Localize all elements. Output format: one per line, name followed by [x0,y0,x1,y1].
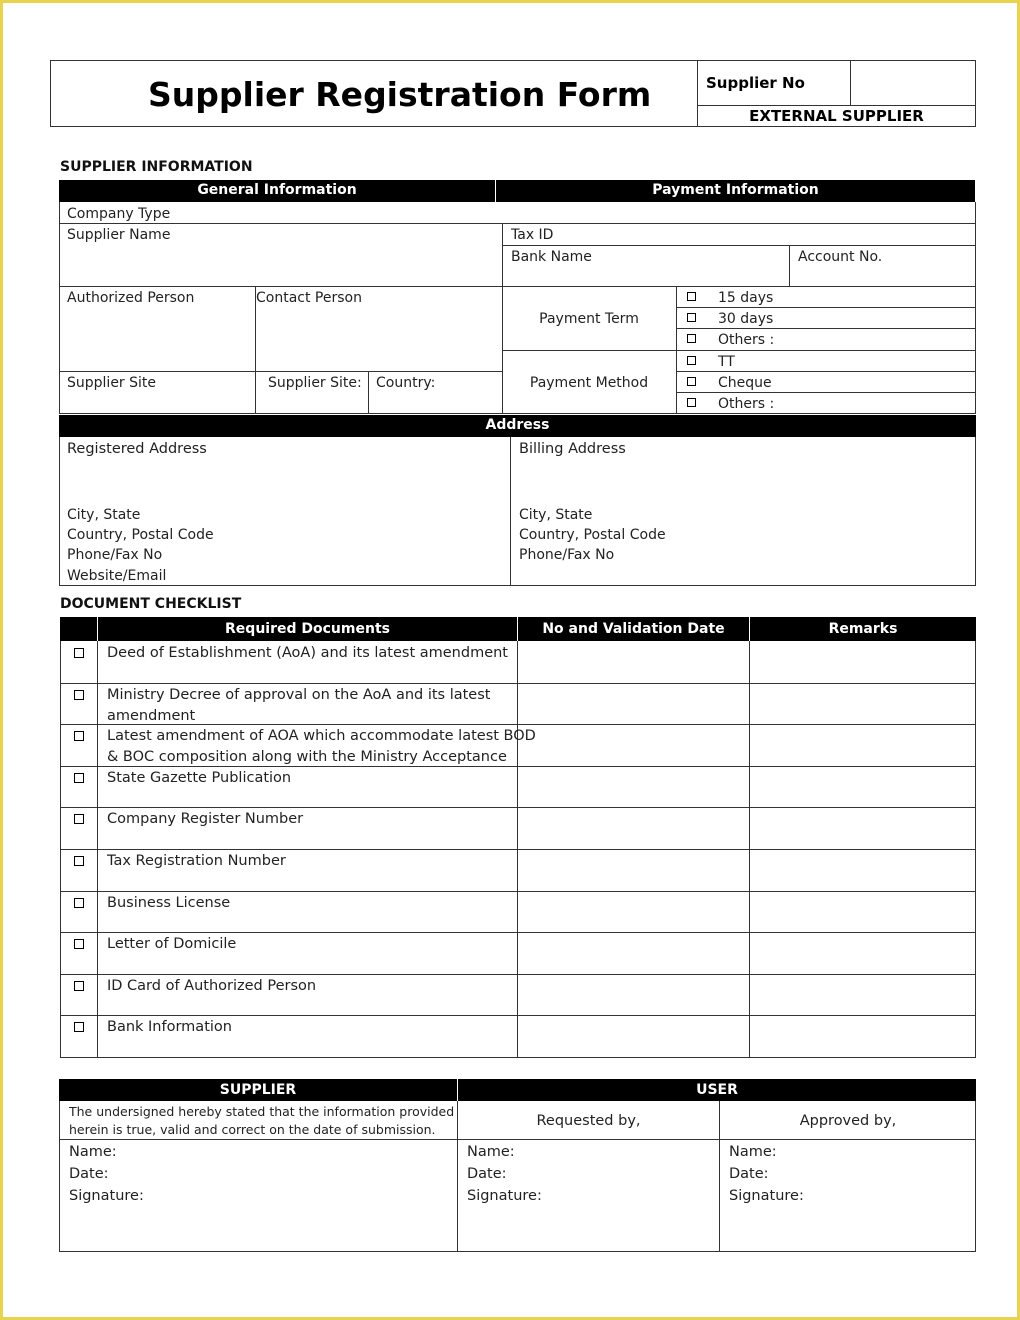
document-checkbox[interactable] [74,898,84,908]
col-required-documents: Required Documents [98,617,517,641]
tax-id-field[interactable]: Tax ID [511,227,554,243]
approved-by-label: Approved by, [799,1113,897,1129]
document-checkbox[interactable] [74,773,84,783]
validation-date-cell[interactable] [518,850,748,890]
validation-date-cell[interactable] [518,808,748,848]
checkbox-15-days[interactable] [687,292,696,301]
remarks-cell[interactable] [750,933,975,973]
approved-name-sign[interactable]: Name: [729,1144,777,1160]
remarks-cell[interactable] [750,767,975,807]
supplier-signature[interactable]: Signature: [69,1188,144,1204]
document-checkbox[interactable] [74,939,84,949]
option-method-others: Others : [718,396,775,412]
remarks-cell[interactable] [750,850,975,890]
checklist-header-blank [60,617,97,641]
document-checkbox[interactable] [74,981,84,991]
account-no-field[interactable]: Account No. [798,249,883,265]
page-title: Supplier Registration Form [148,75,652,114]
document-checkbox[interactable] [74,731,84,741]
approved-signature[interactable]: Signature: [729,1188,804,1204]
supplier-site-field[interactable]: Supplier Site [67,375,157,391]
address-header: Address [59,415,976,437]
col-validation-date: No and Validation Date [518,617,749,641]
requested-signature[interactable]: Signature: [467,1188,542,1204]
registered-city-state[interactable]: City, State [67,507,141,523]
supplier-site-colon-field[interactable]: Supplier Site: [268,375,362,391]
supplier-name-sign[interactable]: Name: [69,1144,117,1160]
supplier-date-sign[interactable]: Date: [69,1166,109,1182]
document-checkbox[interactable] [74,690,84,700]
document-checkbox[interactable] [74,814,84,824]
remarks-cell[interactable] [750,975,975,1015]
document-label: Business License [107,895,231,911]
registered-address-field[interactable]: Registered Address [67,441,207,457]
statement-line-1: The undersigned hereby stated that the information provided [69,1104,455,1119]
validation-date-cell[interactable] [518,933,748,973]
remarks-cell[interactable] [750,892,975,932]
document-label: ID Card of Authorized Person [107,978,317,994]
billing-phone-fax[interactable]: Phone/Fax No [519,547,615,563]
user-header: USER [458,1079,976,1101]
general-info-header: General Information [59,180,495,202]
checkbox-tt[interactable] [687,356,696,365]
document-checkbox[interactable] [74,1022,84,1032]
checkbox-30-days[interactable] [687,313,696,322]
remarks-cell[interactable] [750,642,975,682]
registered-website-email[interactable]: Website/Email [67,568,167,584]
contact-person-field[interactable]: Contact Person [256,290,362,306]
registered-country-postal[interactable]: Country, Postal Code [67,527,214,543]
validation-date-cell[interactable] [518,767,748,807]
document-label: Latest amendment of AOA which accommodate latest BOD [107,728,536,744]
remarks-cell[interactable] [750,808,975,848]
supplier-name-field[interactable]: Supplier Name [67,227,171,243]
supplier-no-input[interactable] [852,62,974,104]
billing-address-field[interactable]: Billing Address [519,441,626,457]
payment-term-label: Payment Term [539,311,639,327]
document-label: & BOC composition along with the Ministry Acceptance [107,749,507,765]
remarks-cell[interactable] [750,1016,975,1056]
validation-date-cell[interactable] [518,975,748,1015]
document-label: Deed of Establishment (AoA) and its latest amendment [107,645,508,661]
document-label: Ministry Decree of approval on the AoA and its latest [107,687,491,703]
bank-name-field[interactable]: Bank Name [511,249,592,265]
option-cheque: Cheque [718,375,772,391]
document-label: State Gazette Publication [107,770,292,786]
document-checkbox[interactable] [74,648,84,658]
statement-line-2: herein is true, valid and correct on the date of submission. [69,1122,436,1137]
billing-city-state[interactable]: City, State [519,507,593,523]
validation-date-cell[interactable] [518,725,748,765]
requested-name-sign[interactable]: Name: [467,1144,515,1160]
validation-date-cell[interactable] [518,642,748,682]
document-label: Tax Registration Number [107,853,286,869]
validation-date-cell[interactable] [518,1016,748,1056]
requested-by-label: Requested by, [536,1113,641,1129]
option-term-others: Others : [718,332,775,348]
remarks-cell[interactable] [750,725,975,765]
option-tt: TT [718,354,735,370]
supplier-no-label: Supplier No [706,74,805,92]
billing-country-postal[interactable]: Country, Postal Code [519,527,666,543]
document-label: amendment [107,708,196,724]
address-table [59,437,976,586]
company-type-field[interactable]: Company Type [67,206,171,222]
payment-info-header: Payment Information [496,180,975,202]
validation-date-cell[interactable] [518,684,748,724]
document-label: Letter of Domicile [107,936,237,952]
payment-method-label: Payment Method [529,375,649,391]
option-15-days: 15 days [718,290,774,306]
document-label: Company Register Number [107,811,304,827]
approved-date-sign[interactable]: Date: [729,1166,769,1182]
document-checkbox[interactable] [74,856,84,866]
validation-date-cell[interactable] [518,892,748,932]
checkbox-cheque[interactable] [687,377,696,386]
requested-date-sign[interactable]: Date: [467,1166,507,1182]
option-30-days: 30 days [718,311,774,327]
authorized-person-field[interactable]: Authorized Person [67,290,195,306]
country-field[interactable]: Country: [376,375,436,391]
checkbox-term-others[interactable] [687,334,696,343]
supplier-info-title: SUPPLIER INFORMATION [60,159,253,175]
registered-phone-fax[interactable]: Phone/Fax No [67,547,163,563]
document-label: Bank Information [107,1019,232,1035]
remarks-cell[interactable] [750,684,975,724]
checkbox-method-others[interactable] [687,398,696,407]
document-checklist-title: DOCUMENT CHECKLIST [60,596,242,612]
col-remarks: Remarks [750,617,976,641]
supplier-header: SUPPLIER [59,1079,457,1101]
external-supplier-label: EXTERNAL SUPPLIER [749,107,924,125]
